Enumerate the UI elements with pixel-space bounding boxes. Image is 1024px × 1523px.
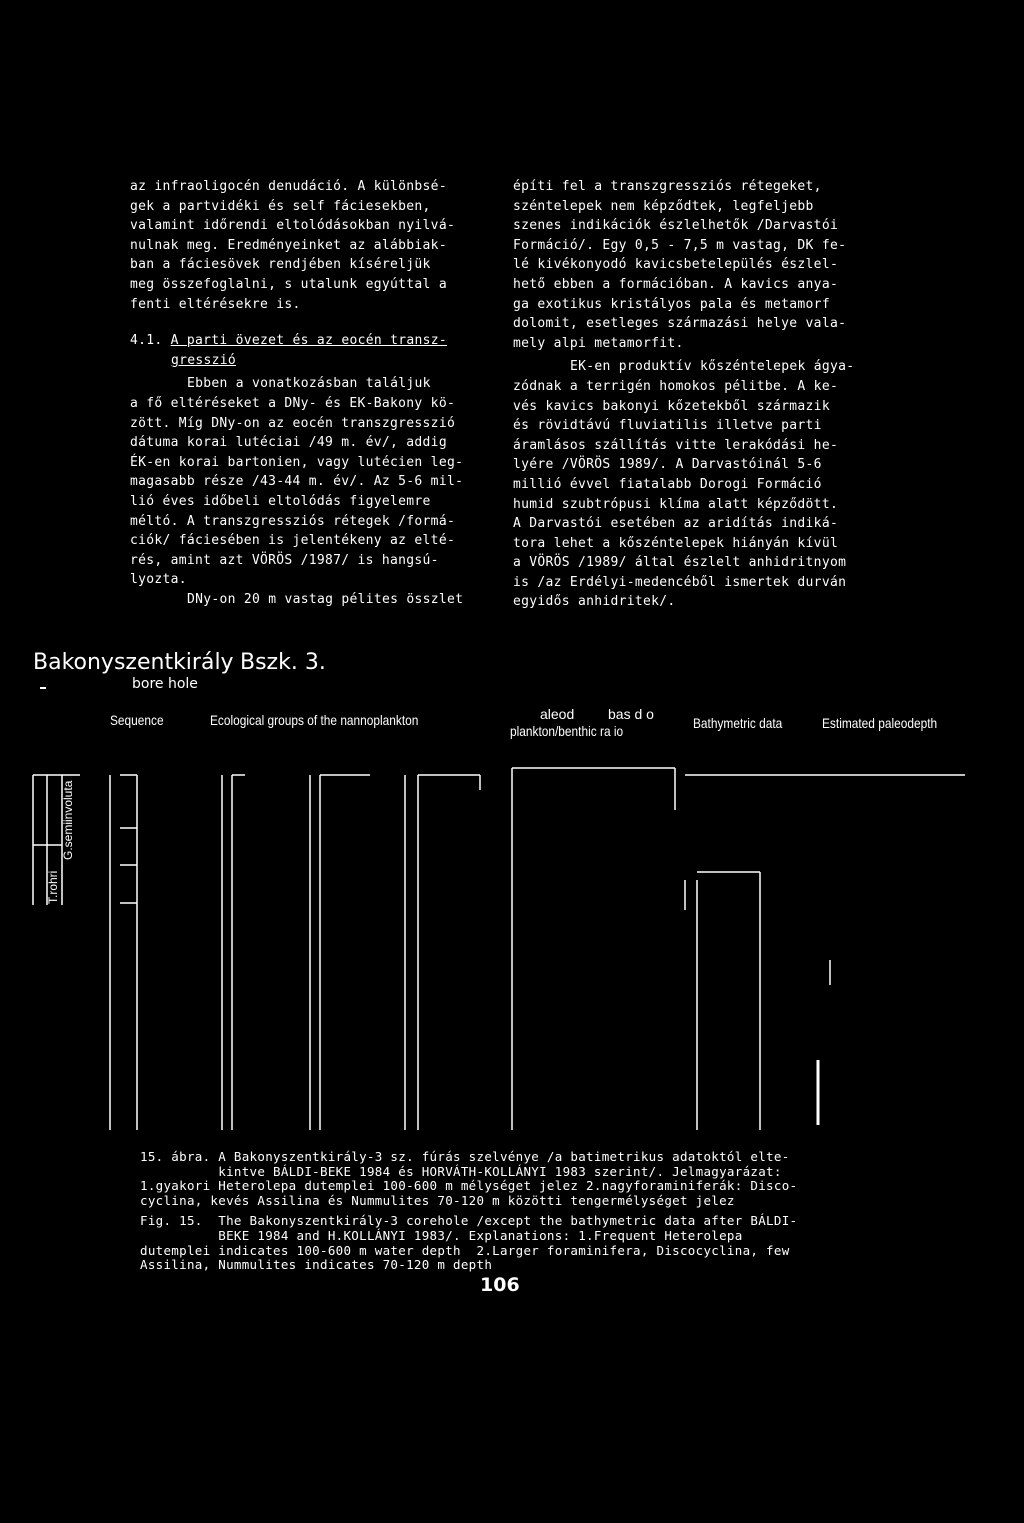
text-line: DNy-on 20 m vastag pélites összlet	[187, 591, 464, 607]
text-line: és rövidtávú fluviatilis illetve parti	[513, 418, 822, 434]
section-heading-text: A parti övezet és az eocén transz-	[170, 333, 447, 349]
text-line: építi fel a transzgressziós rétegeket,	[513, 179, 822, 194]
text-line: dolomit, esetleges származási helye vala-	[513, 316, 847, 332]
figure-borehole-label: bore hole	[132, 676, 198, 692]
text-line: egyidős anhidritek/.	[513, 594, 676, 610]
text-line: vés kavics bakonyi kőzetekből származik	[513, 398, 830, 414]
zone-label-trohri: T.rohri	[46, 870, 60, 904]
caption-line: kintve BÁLDI-BEKE 1984 és HORVÁTH-KOLLÁNYI 1983 szerint/. Jelmagyarázat:	[140, 1163, 782, 1179]
caption-line: dutemplei indicates 100-600 m water depth 2.Larger foraminifera, Discocyclina, few	[140, 1242, 790, 1258]
text-line: millió évvel fiatalabb Dorogi Formáció	[513, 476, 822, 492]
figure-caption	[140, 1150, 900, 1273]
text-line: ciók/ fáciesében is jelentékeny az elté-	[130, 533, 456, 549]
text-line: hető ebben a formációban. A kavics anya-	[513, 276, 839, 292]
caption-line: BEKE 1984 and H.KOLLÁNYI 1983/. Explanations: 1.Frequent Heterolepa	[140, 1227, 743, 1243]
caption-line: 15. ábra. A Bakonyszentkirály-3 sz. fúrás szelvénye /a batimetrikus adatoktól elte-	[140, 1149, 790, 1164]
text-line: lió éves időbeli eltolódás figyelemre	[130, 493, 431, 509]
text-line: ga exotikus kristályos pala és metamorf	[513, 296, 830, 312]
text-line: A Darvastói esetében az aridítás indiká-	[513, 516, 839, 532]
text-line: zött. Míg DNy-on az eocén transzgresszió	[130, 415, 456, 431]
text-line: lyozta.	[130, 572, 187, 588]
header-paleodepth: Estimated paleodepth	[822, 715, 938, 731]
section-number: 4.1.	[130, 333, 163, 349]
caption-line: 1.gyakori Heterolepa dutemplei 100-600 m mélységet jelez 2.nagyforaminiferák: Disco-	[140, 1178, 798, 1194]
zone-label-gsemiinvoluta: G.semiinvoluta	[61, 780, 75, 860]
text-line: magasabb része /43-44 m. év/. Az 5-6 mil-	[130, 474, 464, 490]
text-line: Formáció/. Egy 0,5 - 7,5 m vastag, DK fe-	[513, 237, 847, 253]
text-line: rés, amint azt VÖRÖS /1987/ is hangsú-	[130, 552, 439, 568]
header-sequence: Sequence	[110, 712, 164, 728]
caption-line: Fig. 15. The Bakonyszentkirály-3 corehole /except the bathymetric data after BÁLDI-	[140, 1213, 798, 1229]
text-line: mely alpi metamorfit.	[513, 335, 684, 351]
header-paleod-1b: bas d o	[608, 706, 654, 722]
text-line: Ebben a vonatkozásban találjuk	[187, 376, 431, 392]
text-line: valamint időrendi eltolódásokban nyilvá-	[130, 218, 456, 234]
text-line: az infraoligocén denudáció. A különbsé-	[130, 179, 447, 194]
text-line: ÉK-en korai bartonien, vagy lutécien leg-	[130, 454, 464, 470]
text-line: a VÖRÖS /1989/ által észlelt anhidritnyom	[513, 555, 847, 571]
header-paleod-1: aleod	[540, 706, 575, 722]
text-line: gek a partvidéki és self fáciesekben,	[130, 198, 431, 214]
page-number: 106	[480, 1274, 520, 1296]
figure-borehole-code: Bszk. 3.	[240, 650, 326, 675]
text-line: tora lehet a kőszéntelepek hiányán kívül	[513, 535, 839, 551]
text-line: is /az Erdélyi-medencéből ismertek durván	[513, 574, 847, 590]
text-line: szenes indikációk észlelhetők /Darvastói	[513, 218, 839, 234]
header-paleod-2: plankton/benthic ra io	[510, 723, 624, 739]
header-ecological-groups: Ecological groups of the nannoplankton	[210, 712, 419, 728]
header-bathymetric: Bathymetric data	[693, 715, 783, 731]
text-line: méltó. A transzgressziós rétegek /formá-	[130, 513, 456, 529]
text-line: fenti eltérésekre is.	[130, 296, 301, 312]
text-line: lé kivékonyodó kavicsbetelepülés észlel-	[513, 257, 839, 273]
text-line: ban a fáciesövek rendjében kíséreljük	[130, 257, 431, 273]
text-line: zódnak a terrigén homokos pélitbe. A ke-	[513, 378, 839, 394]
text-line: EK-en produktív kőszéntelepek ágya-	[570, 359, 855, 375]
figure-locality: Bakonyszentkirály	[33, 650, 234, 675]
text-line: lyére /VÖRÖS 1989/. A Darvastóinál 5-6	[513, 457, 822, 473]
text-line: áramlásos szállítás vitte lerakódási he-	[513, 437, 839, 453]
text-line: a fő eltéréseket a DNy- és EK-Bakony kö-	[130, 395, 456, 411]
text-line: nulnak meg. Eredményeinket az alábbiak-	[130, 237, 447, 253]
text-line: széntelepek nem képződtek, legfeljebb	[513, 198, 814, 214]
text-line: meg összefoglalni, s utalunk egyúttal a	[130, 276, 447, 292]
section-heading-text-2: gresszió	[171, 352, 237, 368]
caption-line: cyclina, kevés Assilina és Nummulites 70-120 m közötti tengermélységet jelez	[140, 1192, 735, 1208]
text-line: humid szubtrópusi klíma alatt képződött.	[513, 496, 839, 512]
text-line: dátuma korai lutéciai /49 m. év/, addig	[130, 435, 447, 451]
caption-line: Assilina, Nummulites indicates 70-120 m depth	[140, 1257, 493, 1273]
